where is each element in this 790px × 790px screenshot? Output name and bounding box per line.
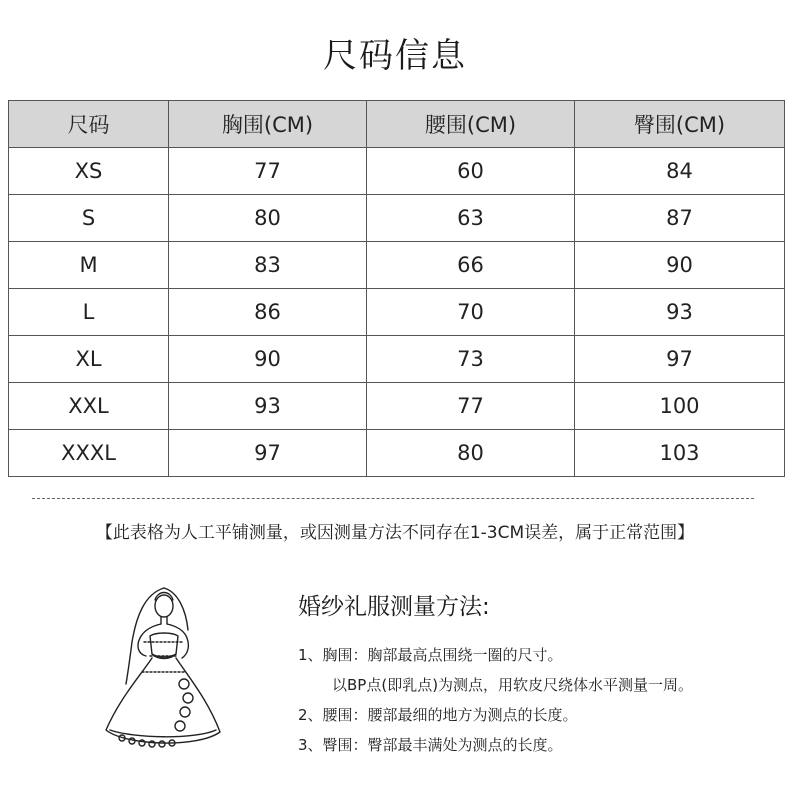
size-cell: XXL	[9, 383, 169, 430]
table-row	[9, 336, 785, 383]
waist-cell: 73	[367, 336, 575, 383]
table-row	[9, 383, 785, 430]
header-bust: 胸围(CM)	[169, 101, 367, 148]
header-size: 尺码	[9, 101, 169, 148]
measurement-steps	[298, 640, 693, 760]
step-hip: 3、臀围：臀部最丰满处为测点的长度。	[298, 736, 563, 754]
table-row	[9, 195, 785, 242]
bust-cell: 77	[169, 148, 367, 195]
table-row	[9, 148, 785, 195]
step-bust: 1、胸围：胸部最高点围绕一圈的尺寸。	[298, 646, 563, 664]
table-header-row	[9, 101, 785, 148]
measurement-note: 【此表格为人工平铺测量，或因测量方法不同存在1-3CM误差，属于正常范围】	[95, 523, 695, 543]
hip-cell: 97	[575, 336, 785, 383]
table-row	[9, 430, 785, 477]
size-chart-table	[8, 100, 785, 477]
header-hip: 臀围(CM)	[575, 101, 785, 148]
header-waist: 腰围(CM)	[367, 101, 575, 148]
size-cell: XS	[9, 148, 169, 195]
bust-cell: 86	[169, 289, 367, 336]
bust-cell: 93	[169, 383, 367, 430]
bride-dress-figure-icon	[92, 580, 232, 760]
dashed-divider	[32, 498, 754, 499]
waist-cell: 80	[367, 430, 575, 477]
bust-cell: 83	[169, 242, 367, 289]
hip-cell: 103	[575, 430, 785, 477]
hip-cell: 87	[575, 195, 785, 242]
hip-cell: 100	[575, 383, 785, 430]
waist-cell: 63	[367, 195, 575, 242]
bust-cell: 90	[169, 336, 367, 383]
measurement-title: 婚纱礼服测量方法:	[298, 594, 490, 620]
step-bust-detail: 以BP点(即乳点)为测点，用软皮尺绕体水平测量一周。	[332, 676, 694, 694]
waist-cell: 60	[367, 148, 575, 195]
size-cell: S	[9, 195, 169, 242]
table-row	[9, 242, 785, 289]
step-waist: 2、腰围：腰部最细的地方为测点的长度。	[298, 706, 578, 724]
size-cell: XL	[9, 336, 169, 383]
page-title: 尺码信息	[323, 36, 467, 76]
size-cell: XXXL	[9, 430, 169, 477]
waist-cell: 66	[367, 242, 575, 289]
table-row	[9, 289, 785, 336]
bust-cell: 80	[169, 195, 367, 242]
bust-cell: 97	[169, 430, 367, 477]
waist-cell: 70	[367, 289, 575, 336]
size-cell: M	[9, 242, 169, 289]
hip-cell: 90	[575, 242, 785, 289]
hip-cell: 84	[575, 148, 785, 195]
waist-cell: 77	[367, 383, 575, 430]
hip-cell: 93	[575, 289, 785, 336]
size-cell: L	[9, 289, 169, 336]
